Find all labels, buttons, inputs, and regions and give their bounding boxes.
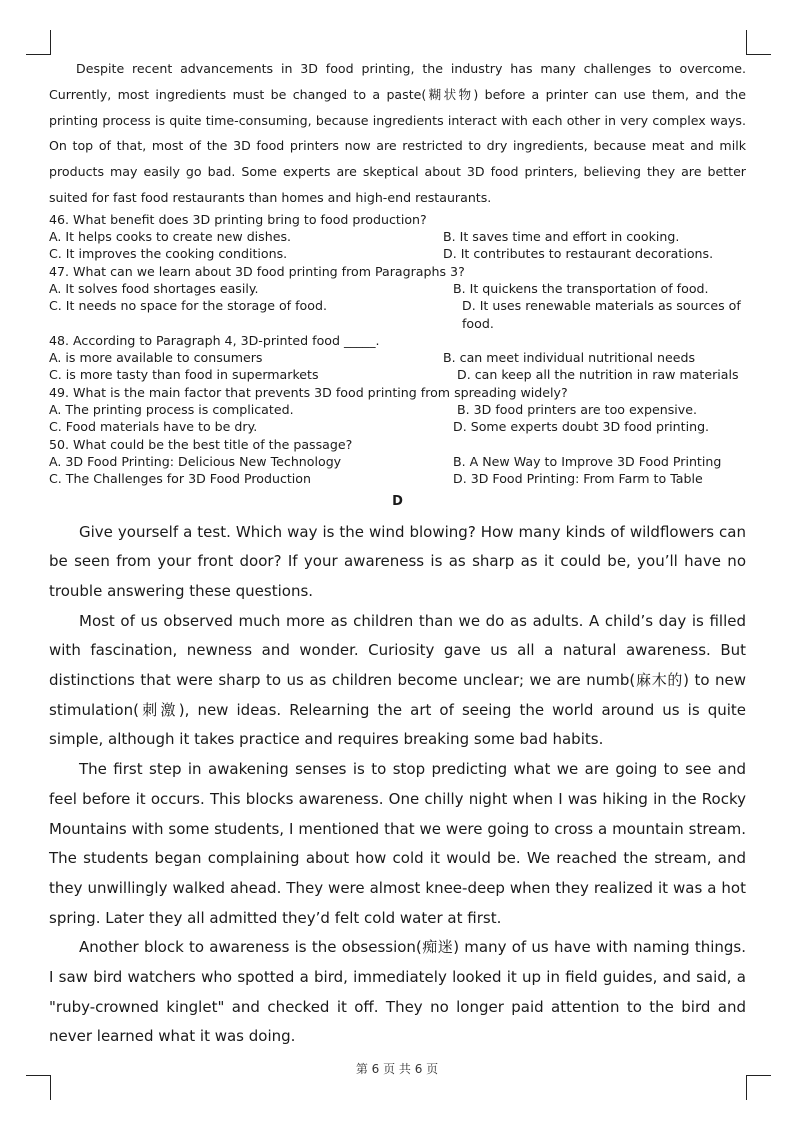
option-c: C. Food materials have to be dry. xyxy=(49,419,258,435)
section-d-paragraph-3: The first step in awakening senses is to stop predicting what we are going to see and feel before it occurs. This blocks awareness. One chilly night when I was hiking in the Rocky Mountains with some students, I mentioned that we were going to cross a mountain stream. The students began complaining about how cold it would be. We reached the stream, and they unwillingly walked ahead. They were almost knee-deep when they realized it was a hot spring. Later they all admitted they’d felt cold water at first. xyxy=(49,760,746,927)
option-a: A. 3D Food Printing: Delicious New Technology xyxy=(49,453,342,469)
option-c: C. The Challenges for 3D Food Production xyxy=(49,471,311,487)
option-d: D. Some experts doubt 3D food printing. xyxy=(453,419,710,435)
question-list xyxy=(49,211,746,488)
section-d-paragraph-2: Most of us observed much more as children than we do as adults. A child’s day is filled with fascination, newness and wonder. Curiosity gave us all a natural awareness. But distinctions that were sharp to us as children become unclear; we are numb(麻木的) to new stimulation(刺激), new ideas. Relearning the art of seeing the world around us is quite simple, although it takes practice and requires breaking some bad habits. xyxy=(49,611,746,749)
option-b: B. can meet individual nutritional needs xyxy=(443,350,696,366)
option-b: B. A New Way to Improve 3D Food Printing xyxy=(453,453,722,469)
option-a: A. The printing process is complicated. xyxy=(49,402,294,418)
crop-mark-top-right xyxy=(746,30,771,55)
section-d-label: D xyxy=(392,493,403,509)
question-50 xyxy=(49,436,746,488)
option-b: B. It saves time and effort in cooking. xyxy=(443,229,680,245)
section-d-paragraph-4: Another block to awareness is the obsession(痴迷) many of us have with naming things. I saw bird watchers who spotted a bird, immediately looked it up in field guides, and said, a "ruby-crowned kinglet" and checked it off. They no longer paid attention to the bird and never learned what it was doing. xyxy=(49,938,746,1046)
option-d: D. It uses renewable materials as sources of food. xyxy=(462,298,741,331)
question-stem: 48. According to Paragraph 4, 3D-printed food _____. xyxy=(49,332,380,348)
option-d: D. It contributes to restaurant decorations. xyxy=(443,246,714,262)
option-d: D. can keep all the nutrition in raw materials xyxy=(457,367,739,383)
question-49 xyxy=(49,384,746,436)
question-stem: 47. What can we learn about 3D food printing from Paragraphs 3? xyxy=(49,263,465,279)
option-b: B. 3D food printers are too expensive. xyxy=(457,402,697,418)
option-c: C. It improves the cooking conditions. xyxy=(49,246,288,262)
option-a: A. It solves food shortages easily. xyxy=(49,280,259,296)
crop-mark-bottom-left xyxy=(26,1075,51,1100)
question-stem: 50. What could be the best title of the passage? xyxy=(49,436,353,452)
question-stem: 46. What benefit does 3D printing bring to food production? xyxy=(49,211,427,227)
option-b: B. It quickens the transportation of food. xyxy=(453,280,709,296)
question-48 xyxy=(49,332,746,384)
crop-mark-top-left xyxy=(26,30,51,55)
option-c: C. It needs no space for the storage of food. xyxy=(49,298,327,314)
option-c: C. is more tasty than food in supermarkets xyxy=(49,367,319,383)
question-46 xyxy=(49,211,746,263)
page-content xyxy=(49,56,746,1052)
option-a: A. is more available to consumers xyxy=(49,350,263,366)
page-footer: 第 6 页 共 6 页 xyxy=(355,1062,439,1076)
section-d-paragraph-1: Give yourself a test. Which way is the wind blowing? How many kinds of wildflowers can be seen from your front door? If your awareness is as sharp as it could be, you’ll have no trouble answering these questions. xyxy=(49,522,746,600)
option-d: D. 3D Food Printing: From Farm to Table xyxy=(453,471,703,487)
question-47 xyxy=(49,263,746,332)
passage-c-last-paragraph: Despite recent advancements in 3D food printing, the industry has many challenges to overcome. Currently, most ingredients must be changed to a paste(糊状物) before a printer can use them, and the printing process is quite time-consuming, because ingredients interact with each other in very complex ways. On top of that, most of the 3D food printers now are restricted to dry ingredients, because meat and milk products may easily go bad. Some experts are skeptical about 3D food printers, believing they are better suited for fast food restaurants than homes and high-end restaurants. xyxy=(49,61,746,205)
crop-mark-bottom-right xyxy=(746,1075,771,1100)
question-stem: 49. What is the main factor that prevents 3D food printing from spreading widely? xyxy=(49,384,568,400)
option-a: A. It helps cooks to create new dishes. xyxy=(49,229,292,245)
